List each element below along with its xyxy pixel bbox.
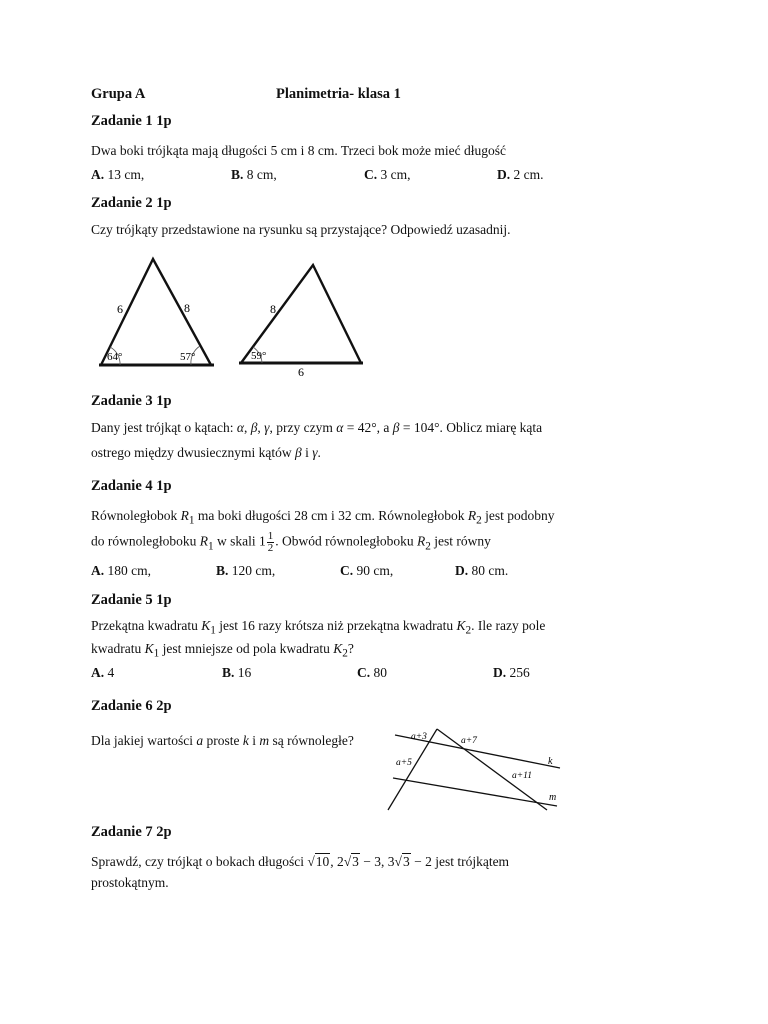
page-title: Planimetria- klasa 1 [276,86,401,102]
task-1-text: Dwa boki trójkąta mają długości 5 cm i 8 cm. Trzeci bok może mieć długość [91,143,507,158]
right-triangle-side-bottom: 6 [298,365,304,379]
task-3-line-1: Dany jest trójkąt o kątach: α, β, γ, przy czym α = 42°, a β = 104°. Oblicz miarę kąta [91,420,543,435]
task-1-answer-d: D. 2 cm. [497,167,544,182]
task-4-answer-a: A. 180 cm, [91,563,151,578]
task-7-title: Zadanie 7 2p [91,824,172,840]
left-triangle-angle-left: 64° [107,351,123,363]
task-5-line-2: kwadratu $K_1$ jest mniejsze od pola kwadratu $K_2$? [91,641,354,660]
task-7-line-2: prostokątnym. [91,875,169,890]
task-2-text: Czy trójkąty przedstawione na rysunku są przystające? Odpowiedź uzasadnij. [91,222,511,237]
task-4-answer-c: C. 90 cm, [340,563,394,578]
task-4-answer-b: B. 120 cm, [216,563,276,578]
task-5-answer-b: B. 16 [222,665,252,680]
task-5-answer-c: C. 80 [357,665,387,680]
task-4-title: Zadanie 4 1p [91,478,172,494]
label-a-plus-7: a+7 [461,736,477,746]
task-5-answer-d: D. 256 [493,665,530,680]
task-1-answer-b: B. 8 cm, [231,167,277,182]
fraction-one-half: $\frac{1}{2}$ [267,530,274,554]
label-a-plus-5: a+5 [396,758,412,768]
task-1-title: Zadanie 1 1p [91,113,172,129]
triangle-right [239,265,363,379]
parallel-lines-figure [385,722,570,812]
label-k: k [548,756,553,767]
label-m: m [549,792,557,803]
task-2-title: Zadanie 2 1p [91,195,172,211]
task-4-answer-d: D. 80 cm. [455,563,509,578]
left-triangle-side-left: 6 [117,302,123,316]
label-a-plus-11: a+11 [512,771,532,781]
task-1-answer-c: C. 3 cm, [364,167,411,182]
left-triangle-angle-right: 57° [180,351,196,363]
right-triangle-side-left: 8 [270,302,276,316]
left-triangle-side-right: 8 [184,301,190,315]
task-4-line-2: do równoległoboku $R_1$ w skali 1 $\frac{1}{2}$ . Obwód równoległoboku $R_2$ jest równy [91,530,491,554]
group-label: Grupa A [91,86,146,102]
triangle-left [99,259,214,365]
task-4-line-1: Równoległobok $R_1$ ma boki długości 28 cm i 32 cm. Równoległobok $R_2$ jest podobny [91,508,555,527]
task-3-title: Zadanie 3 1p [91,393,172,409]
task-5-title: Zadanie 5 1p [91,592,172,608]
task-3-line-2: ostrego między dwusiecznymi kątów β i γ. [91,445,321,460]
triangles-figure [90,250,380,380]
right-triangle-angle-left: 59° [251,350,267,362]
task-5-line-1: Przekątna kwadratu $K_1$ jest 16 razy krótsza niż przekątna kwadratu $K_2$. Ile razy pole [91,618,546,637]
task-7-line-1: Sprawdź, czy trójkąt o bokach długości √10, 2√3 − 3, 3√3 − 2 jest trójkątem [91,854,510,869]
task-6-title: Zadanie 6 2p [91,698,172,714]
task-6-text: Dla jakiej wartości a proste k i m są równoległe? [91,733,354,748]
label-a-plus-3: a+3 [411,732,427,742]
transversal-right [437,729,547,810]
task-1-answer-a: A. 13 cm, [91,167,145,182]
task-5-answer-a: A. 4 [91,665,115,680]
line-m [393,778,557,806]
